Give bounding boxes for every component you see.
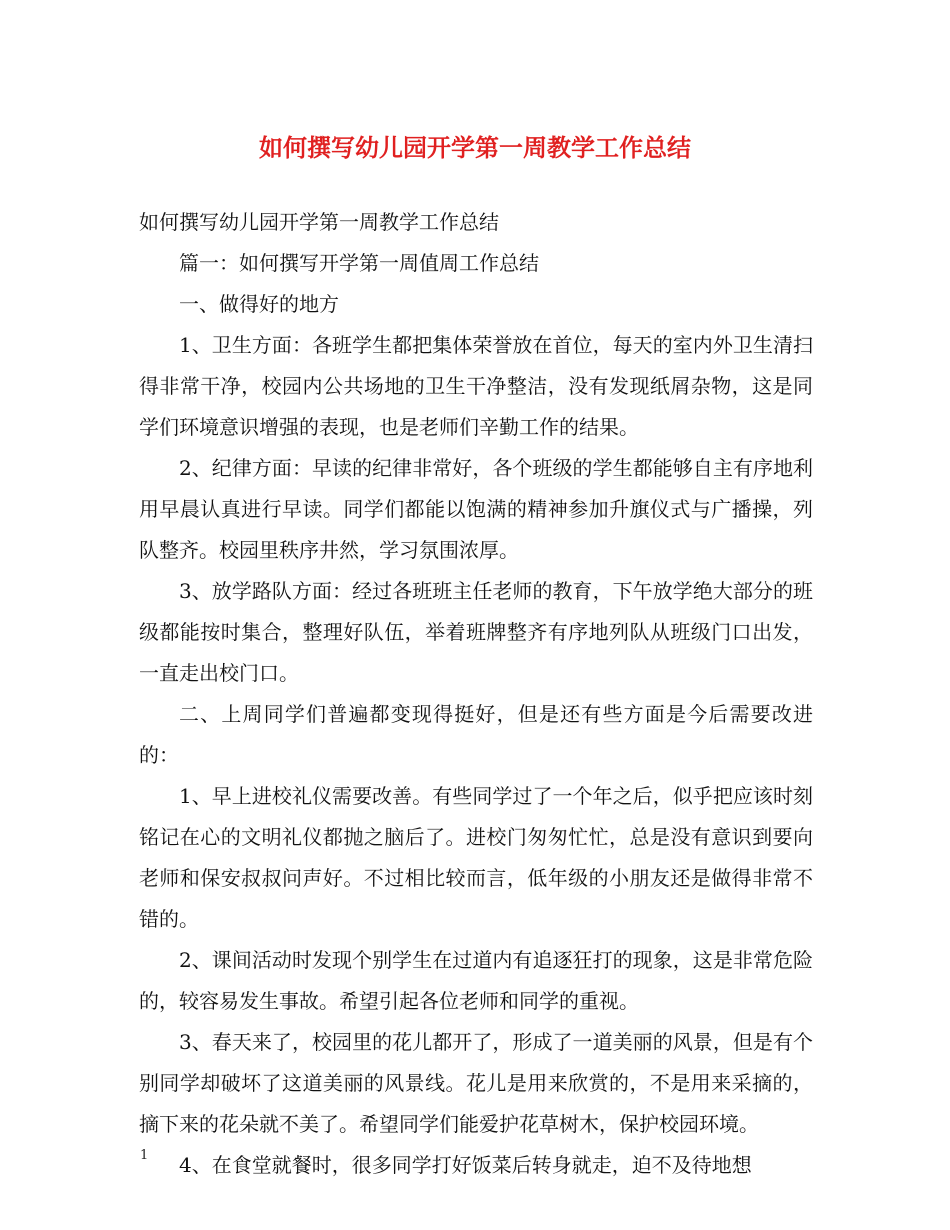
body-paragraph: 一、做得好的地方 bbox=[179, 292, 339, 316]
document-body bbox=[139, 202, 813, 1186]
body-paragraph: 篇一：如何撰写开学第一周值周工作总结 bbox=[179, 251, 539, 275]
body-paragraph: 2、课间活动时发现个别学生在过道内有追逐狂打的现象，这是非常危险的，较容易发生事故。希望引起各位老师和同学的重视。 bbox=[139, 948, 813, 1013]
page-number: 1 bbox=[140, 1148, 149, 1163]
body-paragraph: 2、纪律方面：早读的纪律非常好，各个班级的学生都能够自主有序地利用早晨认真进行早读。同学们都能以饱满的精神参加升旗仪式与广播操，列队整齐。校园里秩序井然，学习氛围浓厚。 bbox=[139, 456, 813, 562]
document-title: 如何撰写幼儿园开学第一周教学工作总结 bbox=[259, 133, 691, 162]
body-paragraph: 4、在食堂就餐时，很多同学打好饭菜后转身就走，迫不及待地想 bbox=[179, 1153, 752, 1177]
body-paragraph: 二、上周同学们普遍都变现得挺好，但是还有些方面是今后需要改进的： bbox=[139, 702, 813, 767]
body-paragraph: 1、早上进校礼仪需要改善。有些同学过了一个年之后，似乎把应该时刻铭记在心的文明礼仪都抛之脑后了。进校门匆匆忙忙，总是没有意识到要向老师和保安叔叔问声好。不过相比较而言，低年级的小朋友还是做得非常不错的。 bbox=[139, 784, 813, 931]
body-paragraph: 3、春天来了，校园里的花儿都开了，形成了一道美丽的风景，但是有个别同学却破坏了这道美丽的风景线。花儿是用来欣赏的，不是用来采摘的，摘下来的花朵就不美了。希望同学们能爱护花草树木，保护校园环境。 bbox=[139, 1030, 813, 1136]
body-paragraph: 1、卫生方面：各班学生都把集体荣誉放在首位，每天的室内外卫生清扫得非常干净，校园内公共场地的卫生干净整洁，没有发现纸屑杂物，这是同学们环境意识增强的表现，也是老师们辛勤工作的结果。 bbox=[139, 333, 813, 439]
body-paragraph: 3、放学路队方面：经过各班班主任老师的教育，下午放学绝大部分的班级都能按时集合，整理好队伍，举着班牌整齐有序地列队从班级门口出发，一直走出校门口。 bbox=[139, 579, 813, 685]
body-paragraph: 如何撰写幼儿园开学第一周教学工作总结 bbox=[139, 210, 499, 234]
